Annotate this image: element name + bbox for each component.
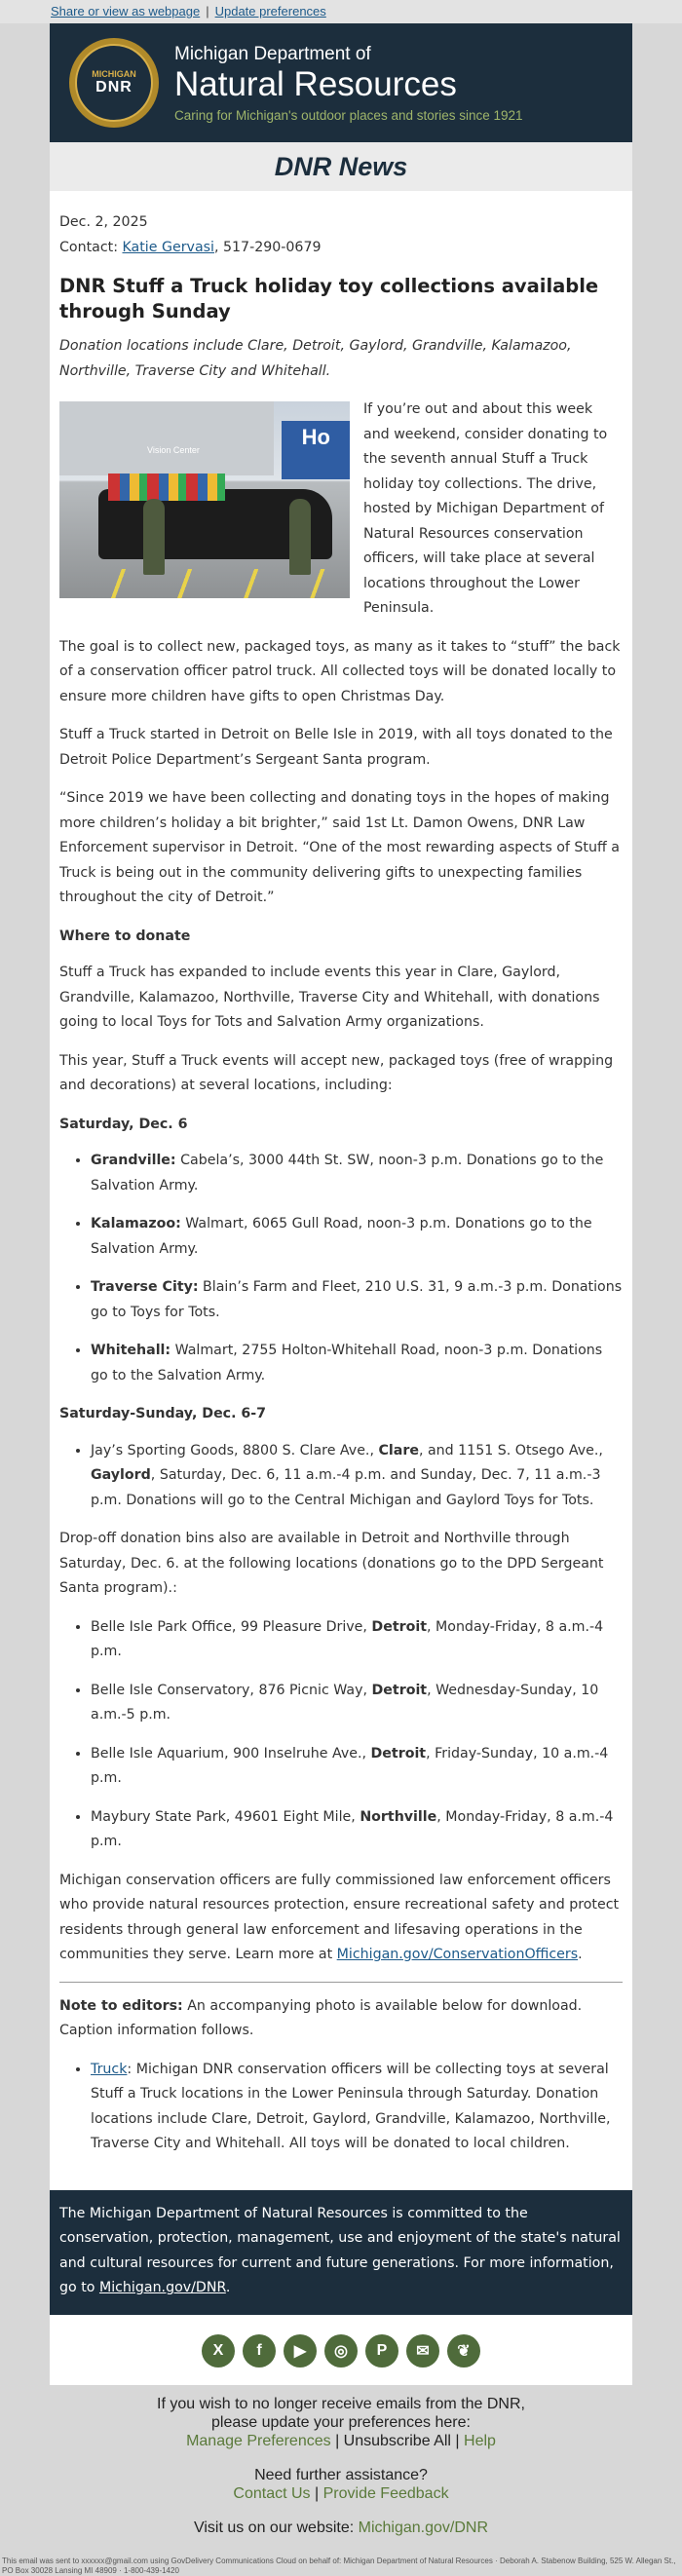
paragraph-8-text: Michigan conservation officers are fully commissioned law enforcement officers who provide natural resources protection, ensure recreational safety and protect residents through general law enforcement and lifesaving operations in the communities they serve. Learn more at: [59, 1872, 620, 1962]
list-item: [91, 1275, 623, 1325]
note-to-editors: [59, 1994, 623, 2044]
note-text: An accompanying photo is available below for download. Caption information follows.: [59, 1997, 583, 2038]
manage-preferences-link[interactable]: Manage Preferences: [186, 2432, 331, 2449]
contact-line: [59, 236, 623, 261]
footer-separator: |: [335, 2432, 340, 2449]
article-title: DNR Stuff a Truck holiday toy collections available through Sunday: [59, 275, 599, 322]
location-city: Detroit: [371, 1682, 428, 1698]
header-banner: [50, 23, 632, 142]
list-item: [91, 1805, 623, 1855]
list-item: [91, 1149, 623, 1198]
paragraph-5: Stuff a Truck has expanded to include events this year in Clare, Gaylord, Grandville, Kalamazoo, Northville, Traverse City and Whitehall, with donations going to local Toys for Tots and Salvation Army organizations.: [59, 965, 600, 1030]
paragraph-8-end: .: [578, 1947, 583, 1962]
saturday-sunday-list: [59, 1439, 623, 1514]
location-city: Traverse City:: [91, 1279, 199, 1295]
divider: [59, 1982, 623, 1983]
location-detail: Belle Isle Aquarium, 900 Inselruhe Ave.,: [91, 1745, 371, 1762]
small-print: This email was sent to xxxxxx@gmail.com using GovDelivery Communications Cloud on behalf of: Michigan Department of Natural Resources · Deborah A. Stabenow Building, 525 W. Allegan St., PO Box 30028 Lansing MI 48909 · 1-800-439-1420: [2, 2556, 676, 2575]
article-date: Dec. 2, 2025: [59, 214, 148, 230]
location-hours: , Monday-Friday, 8 a.m.-4 p.m.: [91, 1808, 614, 1849]
paragraph-1: If you’re out and about this week and weekend, consider donating to the seventh annual Stuff a Truck holiday toy collections. The drive, hosted by Michigan Department of Natural Resources conservation officers, will take place at several locations throughout the Lower Peninsula.: [363, 401, 608, 616]
location-city: Detroit: [370, 1745, 427, 1762]
seal-text: DNR: [95, 79, 133, 95]
list-item: [91, 1615, 623, 1665]
chat-icon[interactable]: ✉: [406, 2334, 439, 2368]
website-link[interactable]: Michigan.gov/DNR: [358, 2519, 489, 2536]
bird-icon[interactable]: ❦: [447, 2334, 480, 2368]
photo-officer-1: [143, 499, 165, 575]
mission-text: The Michigan Department of Natural Resources is committed to the conservation, protection, management, use and enjoyment of the state's natural and cultural resources for current and future generations. For more information, go to: [59, 2205, 621, 2295]
header-dept: Michigan Department of: [174, 43, 371, 64]
truck-photo: [59, 401, 350, 598]
instagram-icon[interactable]: ◎: [324, 2334, 358, 2368]
location-hours: , Monday-Friday, 8 a.m.-4 p.m.: [91, 1618, 604, 1659]
photo-toys: [108, 474, 225, 501]
assistance-text: Need further assistance?: [254, 2466, 428, 2483]
location-city: Whitehall:: [91, 1343, 171, 1358]
location-detail: Belle Isle Park Office, 99 Pleasure Drive,: [91, 1618, 372, 1635]
location-hours: , Friday-Sunday, 10 a.m.-4 p.m.: [91, 1745, 609, 1786]
location-detail: Walmart, 6065 Gull Road, noon-3 p.m. Donations go to the Salvation Army.: [91, 1216, 592, 1257]
view-webpage-link[interactable]: Share or view as webpage: [51, 4, 201, 19]
dnr-mission-box: [50, 2190, 632, 2315]
unsubscribe-text-2: please update your preferences here:: [211, 2413, 471, 2431]
saturday-heading: Saturday, Dec. 6: [59, 1116, 188, 1132]
help-link[interactable]: Help: [464, 2432, 496, 2449]
visit-text: Visit us on our website:: [193, 2519, 359, 2536]
dropoff-list: [59, 1615, 623, 1855]
caption-text: : Michigan DNR conservation officers will be collecting toys at several Stuff a Truck locations in the Lower Peninsula through Saturday. Donation locations include Clare, Detroit, Gaylord, Grandville, Kalamazoo, Northville, Traverse City and Whitehall. All toys will be donated to local children.: [91, 2061, 611, 2151]
article: [50, 191, 632, 2190]
paragraph-6: This year, Stuff a Truck events will accept new, packaged toys (free of wrapping and decorations) at several locations, including:: [59, 1052, 614, 1093]
list-item: [91, 2058, 623, 2157]
email-body: [50, 23, 632, 2315]
paragraph-4: “Since 2019 we have been collecting and donating toys in the hopes of making more children’s holiday a bit brighter,” said 1st Lt. Damon Owens, DNR Law Enforcement supervisor in Detroit. “One of the most rewarding aspects of Stuff a Truck is being out in the community delivering gifts to unexpecting families throughout the city of Detroit.”: [59, 790, 620, 905]
footer-separator: |: [315, 2484, 320, 2502]
truck-photo-link[interactable]: Truck: [91, 2061, 128, 2077]
list-item: [91, 1439, 623, 1514]
location-detail: Belle Isle Conservatory, 876 Picnic Way,: [91, 1682, 372, 1698]
contact-prefix: Contact:: [59, 239, 123, 255]
paragraph-7: Drop-off donation bins also are available in Detroit and Northville through Saturday, Dec. 6. at the following locations (donations go to the DPD Sergeant Santa program).:: [59, 1531, 604, 1596]
contact-us-link[interactable]: Contact Us: [233, 2484, 311, 2502]
header-tagline: Caring for Michigan's outdoor places and stories since 1921: [174, 107, 523, 123]
youtube-icon[interactable]: ▶: [284, 2334, 317, 2368]
photo-parking-lines: [59, 569, 350, 598]
location-detail: , and 1151 S. Otsego Ave.,: [418, 1442, 603, 1458]
location-detail: Blain’s Farm and Fleet, 210 U.S. 31, 9 a.m.-3 p.m. Donations go to Toys for Tots.: [91, 1279, 623, 1320]
top-links-separator: |: [206, 4, 209, 19]
caption-list: [59, 2058, 623, 2157]
article-subtitle: Donation locations include Clare, Detroit, Gaylord, Grandville, Kalamazoo, Northville, Traverse City and Whitehall.: [59, 338, 572, 379]
pinterest-icon[interactable]: P: [365, 2334, 398, 2368]
news-title-bar: DNR News: [50, 142, 632, 191]
location-city: Grandville:: [91, 1153, 176, 1168]
unsubscribe-all-link[interactable]: Unsubscribe All: [343, 2432, 451, 2449]
photo-sign-text-2: Ho: [301, 425, 330, 449]
location-hours: , Wednesday-Sunday, 10 a.m.-5 p.m.: [91, 1682, 599, 1723]
location-detail: Maybury State Park, 49601 Eight Mile,: [91, 1808, 360, 1825]
list-item: [91, 1212, 623, 1262]
photo-officer-2: [289, 499, 311, 575]
dnr-website-link[interactable]: Michigan.gov/DNR: [98, 2280, 226, 2295]
location-detail: Jay’s Sporting Goods, 8800 S. Clare Ave.,: [91, 1442, 379, 1458]
location-city: Northville: [360, 1808, 437, 1825]
mission-end: .: [225, 2280, 231, 2295]
header-name: Natural Resources: [174, 64, 457, 103]
location-detail: Walmart, 2755 Holton-Whitehall Road, noon-3 p.m. Donations go to the Salvation Army.: [91, 1343, 603, 1383]
contact-phone: , 517-290-0679: [213, 239, 322, 255]
conservation-officers-link[interactable]: Michigan.gov/ConservationOfficers: [336, 1947, 579, 1962]
unsubscribe-text-1: If you wish to no longer receive emails from the DNR,: [157, 2395, 525, 2412]
facebook-icon[interactable]: f: [243, 2334, 276, 2368]
list-item: [91, 1742, 623, 1792]
social-row: [50, 2315, 632, 2385]
location-city: Detroit: [371, 1618, 427, 1635]
x-icon[interactable]: X: [202, 2334, 235, 2368]
list-item: [91, 1679, 623, 1728]
top-links: [0, 0, 682, 23]
note-label: Note to editors:: [59, 1997, 183, 2014]
list-item: [91, 1339, 623, 1388]
seal-label: MICHIGAN: [92, 69, 136, 79]
provide-feedback-link[interactable]: Provide Feedback: [322, 2484, 449, 2502]
location-city: Clare: [378, 1442, 419, 1458]
location-city: Gaylord: [91, 1467, 151, 1483]
footer-separator: |: [455, 2432, 460, 2449]
contact-name-link[interactable]: Katie Gervasi: [122, 239, 214, 255]
update-preferences-link[interactable]: Update preferences: [214, 4, 326, 19]
paragraph-8: [59, 1869, 623, 1968]
paragraph-2: The goal is to collect new, packaged toys, as many as it takes to “stuff” the back of a conservation officer patrol truck. All collected toys will be donated locally to ensure more children have gifts to open Christmas Day.: [59, 638, 621, 704]
location-detail: Cabela’s, 3000 44th St. SW, noon-3 p.m. Donations go to the Salvation Army.: [91, 1153, 604, 1193]
where-heading: Where to donate: [59, 928, 191, 944]
footer-links: [50, 2385, 632, 2537]
photo-sign-text: Vision Center: [147, 445, 200, 455]
saturday-sunday-heading: Saturday-Sunday, Dec. 6-7: [59, 1406, 267, 1421]
paragraph-3: Stuff a Truck started in Detroit on Belle Isle in 2019, with all toys donated to the Detroit Police Department’s Sergeant Santa program.: [59, 727, 613, 768]
dnr-seal-logo: [69, 38, 159, 128]
location-city: Kalamazoo:: [91, 1216, 181, 1231]
location-detail: , Saturday, Dec. 6, 11 a.m.-4 p.m. and Sunday, Dec. 7, 11 a.m.-3 p.m. Donations will go to the Central Michigan and Gaylord Toys for Tots.: [91, 1467, 601, 1508]
saturday-list: [59, 1149, 623, 1388]
